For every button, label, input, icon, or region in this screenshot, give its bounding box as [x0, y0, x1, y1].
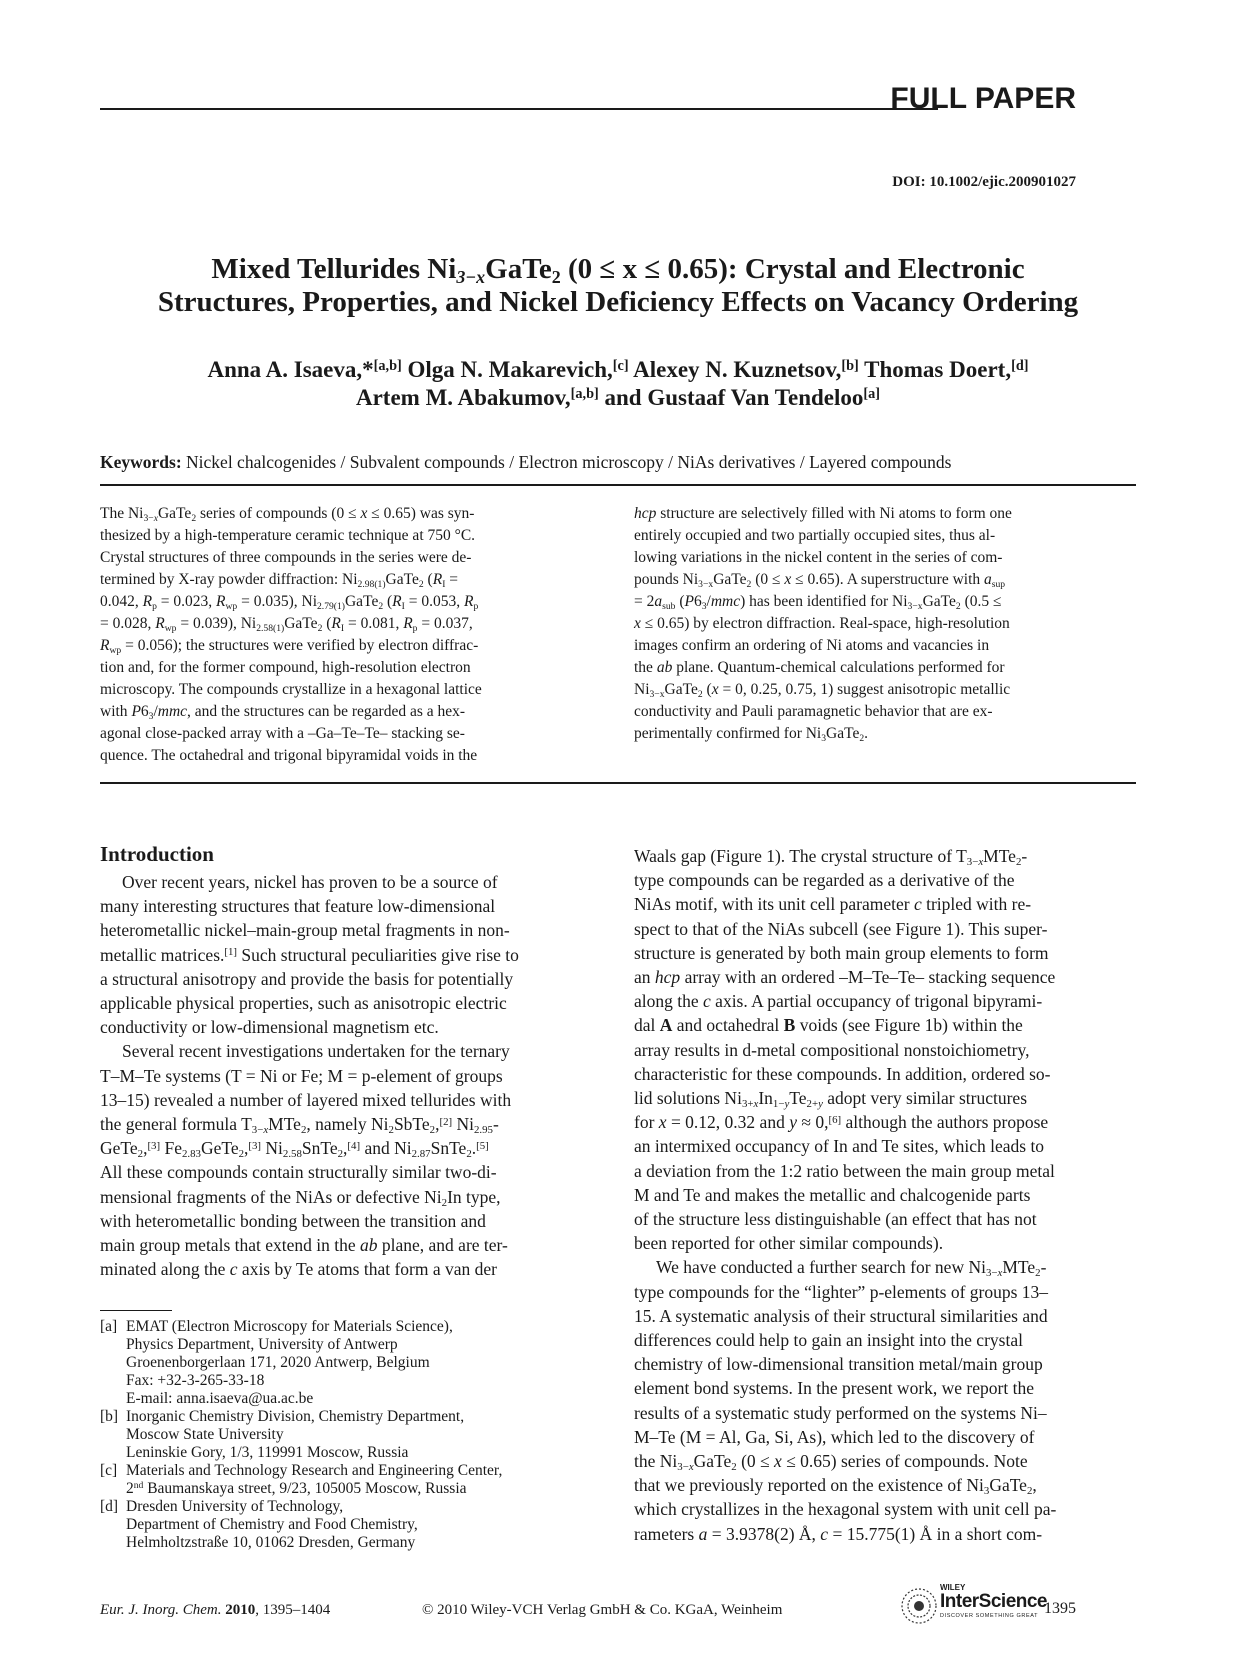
body-line: that we previously reported on the existence of $Ni_3GaTe_2$, [634, 1475, 1037, 1498]
author-affiliation: [c] [612, 357, 629, 374]
footnote-key: [d] [100, 1498, 119, 1515]
author-affiliation: [b] [841, 357, 859, 374]
abstract-line: tion and, for the former compound, high-resolution electron [100, 659, 471, 676]
footnote-line: Materials and Technology Research and Engineering Center, [126, 1462, 503, 1479]
body-line: mensional fragments of the NiAs or defective $Ni_2In$ type, [100, 1186, 501, 1209]
footnote-line: Helmholtzstraße 10, 01062 Dresden, Germany [126, 1534, 416, 1551]
body-line: characteristic for these compounds. In addition, ordered so- [634, 1063, 1051, 1084]
body-line: array results in d-metal compositional nonstoichiometry, [634, 1039, 1030, 1060]
body-line: lid solutions $Ni_{3+x}In_{1-y}Te_{2+y}$ adopt very similar structures [634, 1088, 1028, 1111]
footnote-line: 2nd Baumanskaya street, 9/23, 105005 Moscow, Russia [126, 1480, 467, 1497]
author-list [100, 356, 1136, 412]
body-line: GeTe$_2$,[3] $Fe_{2.83}GeTe_2,[3]$ $Ni_{2.58}SnTe_2,[4]$ and $Ni_{2.87}SnTe_2.[5]$ [100, 1138, 489, 1161]
body-line: main group metals that extend in the ab plane, and are ter- [100, 1235, 508, 1256]
body-line: chemistry of low-dimensional transition metal/main group [634, 1354, 1043, 1375]
author-affiliation: [a] [863, 385, 881, 402]
abstract-left-column [100, 503, 610, 767]
affiliation-footnotes [100, 1318, 600, 1552]
author: and Gustaaf Van Tendeloo [604, 385, 864, 410]
body-line: spect to that of the NiAs subcell (see Figure 1). This super- [634, 918, 1048, 939]
footnote-line: Inorganic Chemistry Division, Chemistry Department, [126, 1408, 465, 1425]
abstract-line: perimentally confirmed for $Ni_3GaTe_2$. [634, 725, 869, 744]
body-line: type compounds can be regarded as a derivative of the [634, 870, 1015, 891]
abstract-line: = $2a_{sub}$ $(P6_3/mmc)$ has been identified for $Ni_{3-x}GaTe_2$ (0.5 ≤ [634, 593, 1002, 612]
keywords-label: Keywords: [100, 452, 182, 472]
footnote-line: Dresden University of Technology, [126, 1498, 344, 1515]
keywords-text: Nickel chalcogenides / Subvalent compounds / Electron microscopy / NiAs derivatives / Layered compounds [181, 452, 952, 472]
body-left-column [100, 870, 610, 1281]
body-line: M and Te and makes the metallic and chalcogenide parts [634, 1184, 1031, 1205]
author: Anna A. Isaeva,* [207, 357, 374, 382]
abstract-top-rule [100, 484, 1136, 486]
abstract-line: = 0.028, $R_{wp} = 0.039$), $Ni_{2.58(1)}GaTe_2$ ($R_I = 0.081$, $R_p = 0.037$, [100, 615, 473, 634]
body-line: rameters a = 3.9378(2) Å, c = 15.775(1) Å in a short com- [634, 1523, 1043, 1544]
abstract-right-column [634, 503, 1136, 745]
footnote [100, 1408, 600, 1462]
body-line: an hcp array with an ordered –M–Te–Te– stacking sequence [634, 967, 1056, 988]
footnote-line: Fax: +32-3-265-33-18 [126, 1372, 265, 1389]
body-line: type compounds for the “lighter” p-elements of groups 13– [634, 1281, 1049, 1302]
body-line: for x = 0.12, 0.32 and y ≈ 0,[6] although the authors propose [634, 1112, 1049, 1133]
abstract-line: quence. The octahedral and trigonal bipyramidal voids in the [100, 747, 478, 764]
footnote-line: Groenenborgerlaan 171, 2020 Antwerp, Belgium [126, 1354, 430, 1371]
body-line: with heterometallic bonding between the transition and [100, 1210, 486, 1231]
footnote-line: Department of Chemistry and Food Chemistry, [126, 1516, 418, 1533]
body-line: been reported for other similar compounds). [634, 1233, 944, 1254]
logo-interscience: InterScience [940, 1591, 1047, 1612]
abstract-line: with $P6_3$/mmc, and the structures can be regarded as a hex- [100, 703, 466, 722]
abstract-line: $R_{wp} = 0.056$); the structures were verified by electron diffrac- [100, 637, 479, 656]
body-line: a deviation from the 1:2 ratio between the main group metal [634, 1160, 1055, 1181]
section-tag: FULL PAPER [890, 82, 1076, 115]
author: Artem M. Abakumov, [355, 385, 571, 410]
body-line: conductivity or low-dimensional magnetism etc. [100, 1017, 439, 1038]
body-line: which crystallizes in the hexagonal system with unit cell pa- [634, 1499, 1057, 1520]
doi: DOI: 10.1002/ejic.200901027 [892, 174, 1076, 190]
abstract-line: lowing variations in the nickel content in the series of com- [634, 549, 1003, 566]
journal-citation: Eur. J. Inorg. Chem. 2010, 1395–1404 [100, 1602, 331, 1618]
author-affiliation: [a,b] [570, 385, 599, 402]
body-line: heterometallic nickel–main-group metal fragments in non- [100, 920, 510, 941]
author: Thomas Doert, [864, 357, 1012, 382]
body-line: element bond systems. In the present work, we report the [634, 1378, 1034, 1399]
abstract-line: termined by X-ray powder diffraction: $Ni_{2.98(1)}GaTe_2$ ($R_I$ = [100, 571, 459, 590]
copyright: © 2010 Wiley-VCH Verlag GmbH & Co. KGaA, Weinheim [422, 1602, 783, 1618]
body-line: a structural anisotropy and provide the basis for potentially [100, 968, 514, 989]
abstract-line: pounds $Ni_{3-x}GaTe_2$ (0 ≤ x ≤ 0.65). A superstructure with $a_{sup}$ [634, 571, 1006, 590]
body-line: Over recent years, nickel has proven to be a source of [122, 872, 498, 892]
body-line: of the structure less distinguishable (an effect that has not [634, 1209, 1037, 1230]
author: Olga N. Makarevich, [407, 357, 613, 382]
abstract-bottom-rule [100, 782, 1136, 784]
footnote [100, 1318, 600, 1408]
footnote-key: [b] [100, 1408, 119, 1425]
body-line: M–Te (M = Al, Ga, Si, As), which led to the discovery of [634, 1426, 1035, 1447]
body-line: applicable physical properties, such as anisotropic electric [100, 993, 507, 1014]
footnote-line: Moscow State University [126, 1426, 284, 1443]
keywords [100, 452, 1136, 473]
body-line: the $Ni_{3-x}GaTe_2$ (0 ≤ x ≤ 0.65) series of compounds. Note [634, 1451, 1028, 1474]
page-number: 1395 [1044, 1600, 1076, 1617]
header-rule [100, 108, 938, 110]
body-line: along the c axis. A partial occupancy of trigonal bipyrami- [634, 991, 1043, 1012]
body-line: differences could help to gain an insight into the crystal [634, 1330, 1023, 1351]
article-title [100, 253, 1136, 319]
body-line: many interesting structures that feature low-dimensional [100, 896, 496, 917]
body-line: structure is generated by both main group elements to form [634, 942, 1049, 963]
abstract-line: entirely occupied and two partially occupied sites, thus al- [634, 527, 996, 544]
author-affiliation: [a,b] [373, 357, 402, 374]
body-line: an intermixed occupancy of In and Te sites, which leads to [634, 1136, 1045, 1157]
body-line: metallic matrices.[1] Such structural peculiarities give rise to [100, 944, 519, 965]
abstract-line: microscopy. The compounds crystallize in a hexagonal lattice [100, 681, 482, 698]
abstract-line: hcp structure are selectively filled with Ni atoms to form one [634, 505, 1012, 522]
abstract-line: 0.042, $R_p = 0.023$, $R_{wp} = 0.035$), $Ni_{2.79(1)}GaTe_2$ ($R_I = 0.053$, $R_p$ [100, 593, 479, 612]
footnote-key: [c] [100, 1462, 118, 1479]
title-line-2: Structures, Properties, and Nickel Deficiency Effects on Vacancy Ordering [157, 286, 1079, 318]
interscience-logo [900, 1583, 1060, 1627]
abstract-line: x ≤ 0.65) by electron diffraction. Real-space, high-resolution [634, 615, 1010, 632]
footnote-line: E-mail: anna.isaeva@ua.ac.be [126, 1390, 314, 1407]
body-line: dal A and octahedral B voids (see Figure 1b) within the [634, 1015, 1023, 1036]
footnote-key: [a] [100, 1318, 118, 1335]
body-line: the general formula $T_{3-x}MTe_2$, namely $Ni_2SbTe_2,[2]$ $Ni_{2.95}-$ [100, 1114, 499, 1137]
body-line: T–M–Te systems (T = Ni or Fe; M = p-element of groups [100, 1065, 503, 1086]
abstract-line: images confirm an ordering of Ni atoms and vacancies in [634, 637, 990, 654]
title-line-1: Mixed Tellurides $Ni_{3-x}GaTe_2$ (0 ≤ x ≤ 0.65): Crystal and Electronic [211, 253, 1025, 288]
body-line: NiAs motif, with its unit cell parameter c tripled with re- [634, 894, 1032, 915]
footnote-line: Physics Department, University of Antwerp [126, 1336, 398, 1353]
body-line: minated along the c axis by Te atoms that form a van der [100, 1259, 497, 1280]
section-heading-introduction: Introduction [100, 842, 214, 866]
body-line: All these compounds contain structurally similar two-di- [100, 1162, 497, 1183]
abstract-line: $Ni_{3-x}GaTe_2$ (x = 0, 0.25, 0.75, 1) suggest anisotropic metallic [634, 681, 1011, 700]
abstract-line: Crystal structures of three compounds in the series were de- [100, 549, 472, 566]
abstract-line: agonal close-packed array with a –Ga–Te–Te– stacking se- [100, 725, 465, 742]
logo-wiley: WILEY [940, 1583, 966, 1592]
abstract-line: The $Ni_{3-x}GaTe_2$ series of compounds (0 ≤ x ≤ 0.65) was syn- [100, 505, 475, 524]
abstract-line: thesized by a high-temperature ceramic technique at 750 °C. [100, 527, 476, 544]
footnote-line: Leninskie Gory, 1/3, 119991 Moscow, Russia [126, 1444, 409, 1461]
footnote [100, 1498, 600, 1552]
author: Alexey N. Kuznetsov, [633, 357, 842, 382]
footnote-line: EMAT (Electron Microscopy for Materials Science), [126, 1318, 453, 1335]
abstract-line: conductivity and Pauli paramagnetic behavior that are ex- [634, 703, 993, 720]
footnote [100, 1462, 600, 1498]
body-line: results of a systematic study performed on the systems Ni– [634, 1402, 1047, 1423]
body-right-column [634, 844, 1136, 1546]
body-line: Several recent investigations undertaken for the ternary [122, 1041, 510, 1062]
body-line: 13–15) revealed a number of layered mixed tellurides with [100, 1089, 512, 1110]
author-affiliation: [d] [1011, 357, 1029, 374]
body-line: We have conducted a further search for new $Ni_{3-x}MTe_2-$ [656, 1257, 1047, 1280]
abstract-line: the ab plane. Quantum-chemical calculations performed for [634, 659, 1005, 676]
body-line: 15. A systematic analysis of their structural similarities and [634, 1305, 1048, 1326]
footnote-rule [100, 1310, 172, 1311]
interscience-globe-icon [900, 1587, 938, 1625]
logo-tagline: DISCOVER SOMETHING GREAT [940, 1613, 1039, 1619]
body-line: Waals gap (Figure 1). The crystal structure of $T_{3-x}MTe_2-$ [634, 846, 1028, 869]
